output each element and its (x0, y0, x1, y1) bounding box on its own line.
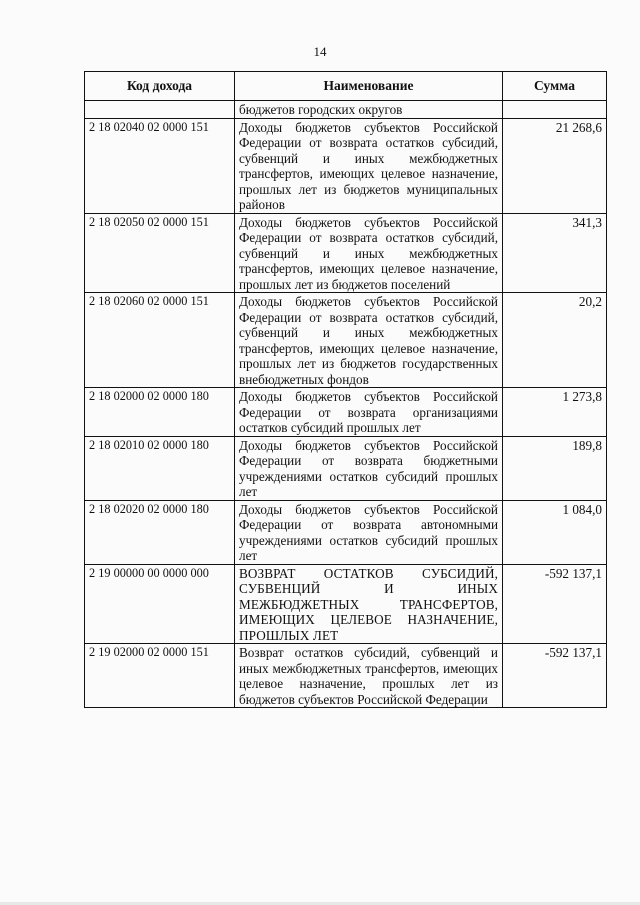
income-code-cell: 2 19 00000 00 0000 000 (85, 564, 235, 644)
table-row (85, 388, 607, 437)
income-name-cell: Доходы бюджетов субъектов Российской Федерации от возврата организациями остатков субсидий прошлых лет (235, 388, 503, 437)
amount-cell: 20,2 (503, 293, 607, 388)
amount-cell (503, 101, 607, 119)
table-row (85, 118, 607, 213)
income-name-cell: Доходы бюджетов субъектов Российской Федерации от возврата автономными учреждениями остатков субсидий прошлых лет (235, 500, 503, 564)
header-name: Наименование (235, 72, 503, 101)
amount-cell: 189,8 (503, 436, 607, 500)
income-name-cell: Доходы бюджетов субъектов Российской Федерации от возврата остатков субсидий, субвенций и иных межбюджетных трансфертов, имеющих целевое назначение, прошлых лет из бюджетов муниципальных районов (235, 118, 503, 213)
income-name-cell: бюджетов городских округов (235, 101, 503, 119)
header-sum: Сумма (503, 72, 607, 101)
amount-cell: 21 268,6 (503, 118, 607, 213)
income-code-cell: 2 18 02040 02 0000 151 (85, 118, 235, 213)
income-code-cell: 2 18 02020 02 0000 180 (85, 500, 235, 564)
table-header-row (85, 72, 607, 101)
amount-cell: 1 273,8 (503, 388, 607, 437)
amount-cell: -592 137,1 (503, 564, 607, 644)
header-code: Код дохода (85, 72, 235, 101)
income-name-cell: Доходы бюджетов субъектов Российской Федерации от возврата остатков субсидий, субвенций и иных межбюджетных трансфертов, имеющих целевое назначение, прошлых лет из бюджетов поселений (235, 213, 503, 293)
income-name-cell: Доходы бюджетов субъектов Российской Федерации от возврата бюджетными учреждениями остатков субсидий прошлых лет (235, 436, 503, 500)
table-row (85, 213, 607, 293)
income-name-cell: Доходы бюджетов субъектов Российской Федерации от возврата остатков субсидий, субвенций и иных межбюджетных трансфертов, имеющих целевое назначение, прошлых лет из бюджетов государственных внебюджетных фондов (235, 293, 503, 388)
income-name-cell: ВОЗВРАТ ОСТАТКОВ СУБСИДИЙ, СУБВЕНЦИЙ И ИНЫХ МЕЖБЮДЖЕТНЫХ ТРАНСФЕРТОВ, ИМЕЮЩИХ ЦЕЛЕВОЕ НАЗНАЧЕНИЕ, ПРОШЛЫХ ЛЕТ (235, 564, 503, 644)
income-code-cell: 2 18 02060 02 0000 151 (85, 293, 235, 388)
income-name-cell: Возврат остатков субсидий, субвенций и иных межбюджетных трансфертов, имеющих целевое назначение, прошлых лет из бюджетов субъектов Российской Федерации (235, 644, 503, 708)
income-code-cell (85, 101, 235, 119)
revenue-table (84, 71, 607, 708)
amount-cell: -592 137,1 (503, 644, 607, 708)
income-code-cell: 2 18 02000 02 0000 180 (85, 388, 235, 437)
table-row (85, 101, 607, 119)
page-number: 14 (313, 44, 327, 59)
income-code-cell: 2 18 02010 02 0000 180 (85, 436, 235, 500)
income-code-cell: 2 18 02050 02 0000 151 (85, 213, 235, 293)
table-row (85, 436, 607, 500)
amount-cell: 1 084,0 (503, 500, 607, 564)
table-row (85, 564, 607, 644)
table-row (85, 293, 607, 388)
amount-cell: 341,3 (503, 213, 607, 293)
table-row (85, 500, 607, 564)
income-code-cell: 2 19 02000 02 0000 151 (85, 644, 235, 708)
table-row (85, 644, 607, 708)
